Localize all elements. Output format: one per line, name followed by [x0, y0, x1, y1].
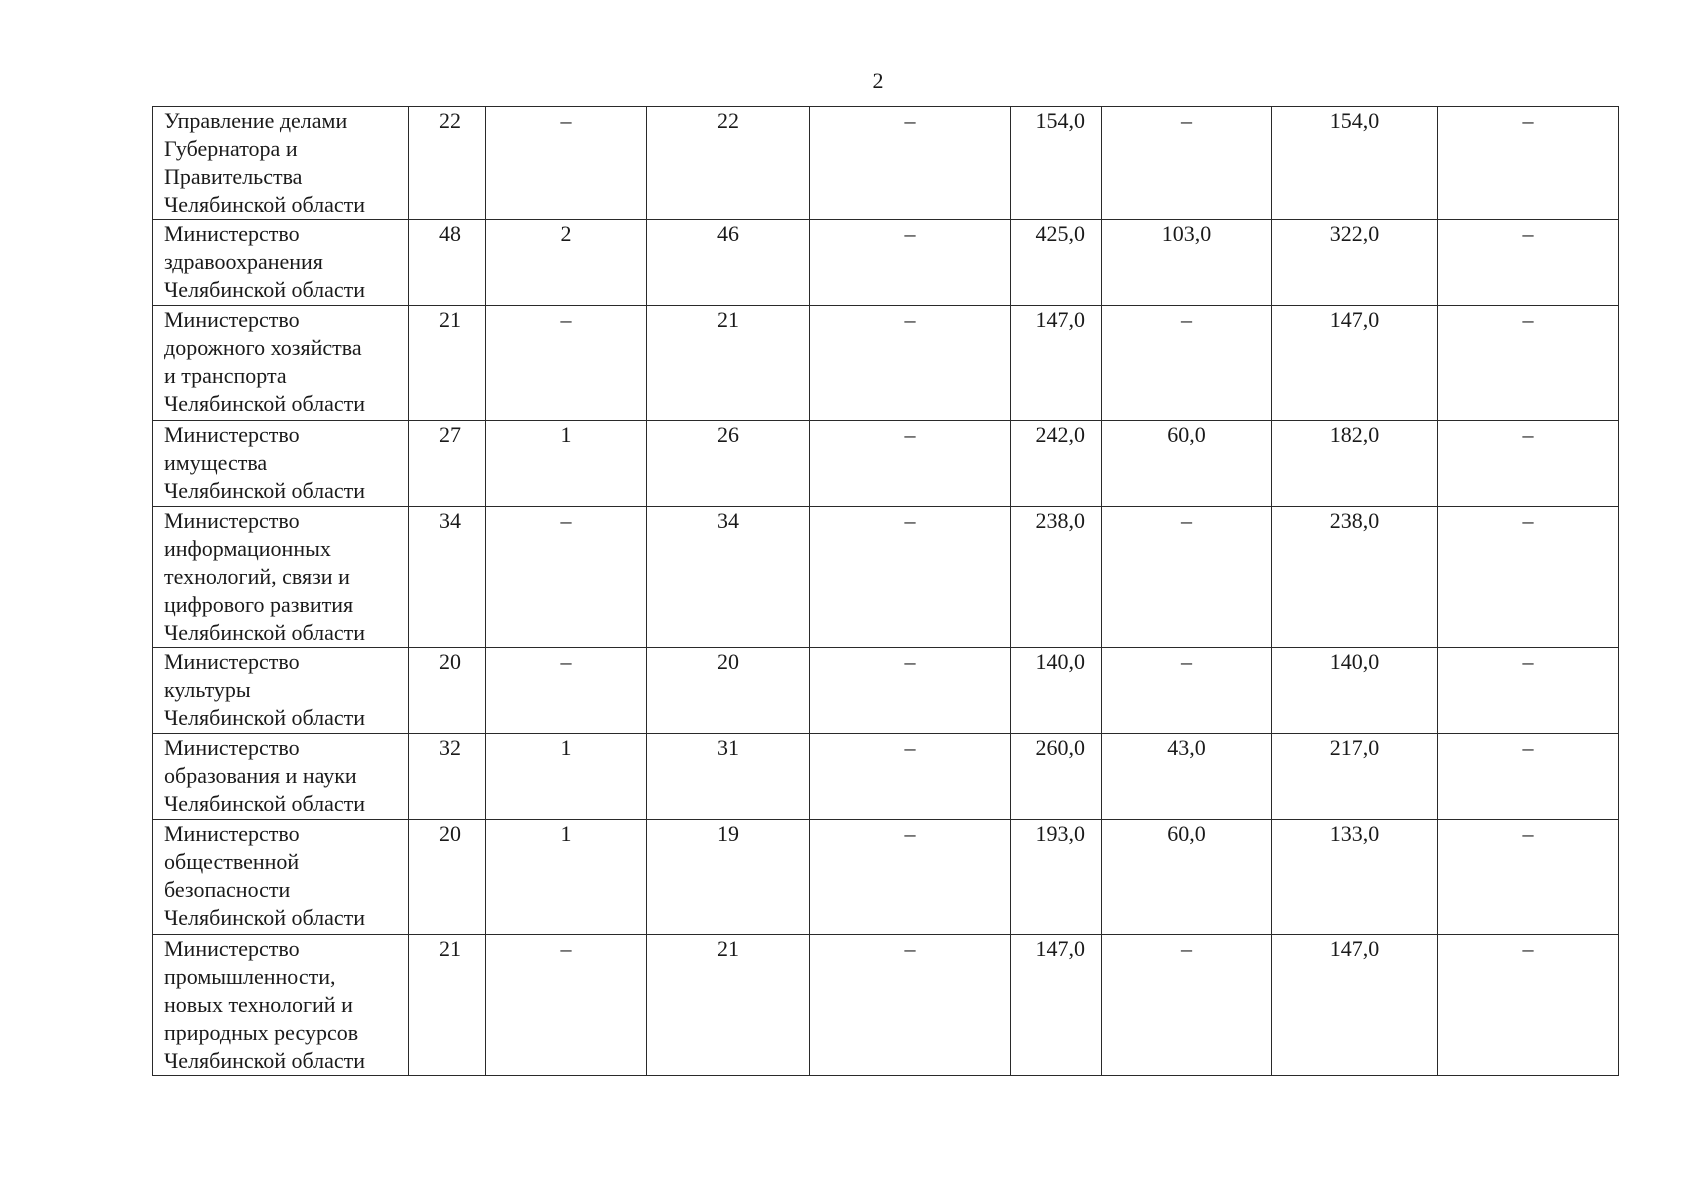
table-row [153, 421, 1619, 507]
sum-total-cell: 140,0 [1011, 648, 1102, 734]
sum-col-2-cell: 238,0 [1272, 507, 1438, 648]
count-total-cell: 21 [409, 306, 486, 421]
count-col-2-cell: 31 [647, 734, 810, 820]
count-col-1-cell: 2 [486, 220, 647, 306]
sum-col-2-cell: 182,0 [1272, 421, 1438, 507]
count-total-cell: 34 [409, 507, 486, 648]
count-total-cell: 21 [409, 935, 486, 1076]
count-col-1-cell: – [486, 507, 647, 648]
sum-col-1-cell: – [1102, 107, 1272, 220]
count-total-cell: 27 [409, 421, 486, 507]
sum-col-3-cell: – [1438, 306, 1619, 421]
sum-col-3-cell: – [1438, 107, 1619, 220]
count-total-cell: 20 [409, 820, 486, 935]
sum-col-1-cell: 60,0 [1102, 421, 1272, 507]
table-row [153, 820, 1619, 935]
sum-total-cell: 242,0 [1011, 421, 1102, 507]
sum-col-2-cell: 133,0 [1272, 820, 1438, 935]
count-col-1-cell: – [486, 306, 647, 421]
sum-col-3-cell: – [1438, 421, 1619, 507]
organization-name-cell: Управление делами Губернатора и Правительства Челябинской области [153, 107, 409, 220]
count-col-1-cell: 1 [486, 421, 647, 507]
sum-col-3-cell: – [1438, 220, 1619, 306]
sum-col-3-cell: – [1438, 820, 1619, 935]
sum-col-1-cell: – [1102, 648, 1272, 734]
table-row [153, 648, 1619, 734]
count-col-1-cell: – [486, 935, 647, 1076]
sum-total-cell: 260,0 [1011, 734, 1102, 820]
count-col-3-cell: – [810, 734, 1011, 820]
sum-col-3-cell: – [1438, 507, 1619, 648]
sum-total-cell: 154,0 [1011, 107, 1102, 220]
organization-name-cell: Министерство промышленности, новых технологий и природных ресурсов Челябинской области [153, 935, 409, 1076]
count-col-2-cell: 26 [647, 421, 810, 507]
table-row [153, 220, 1619, 306]
count-col-3-cell: – [810, 507, 1011, 648]
sum-total-cell: 425,0 [1011, 220, 1102, 306]
organization-name-cell: Министерство здравоохранения Челябинской области [153, 220, 409, 306]
count-total-cell: 20 [409, 648, 486, 734]
organization-name-cell: Министерство имущества Челябинской области [153, 421, 409, 507]
count-col-1-cell: 1 [486, 820, 647, 935]
sum-total-cell: 147,0 [1011, 935, 1102, 1076]
sum-total-cell: 193,0 [1011, 820, 1102, 935]
sum-col-1-cell: – [1102, 507, 1272, 648]
sum-col-2-cell: 147,0 [1272, 935, 1438, 1076]
sum-col-2-cell: 217,0 [1272, 734, 1438, 820]
sum-col-1-cell: 43,0 [1102, 734, 1272, 820]
sum-col-3-cell: – [1438, 648, 1619, 734]
count-col-2-cell: 21 [647, 306, 810, 421]
sum-col-1-cell: – [1102, 306, 1272, 421]
sum-col-1-cell: – [1102, 935, 1272, 1076]
count-col-3-cell: – [810, 935, 1011, 1076]
count-col-2-cell: 21 [647, 935, 810, 1076]
count-col-1-cell: – [486, 107, 647, 220]
sum-total-cell: 147,0 [1011, 306, 1102, 421]
sum-col-1-cell: 103,0 [1102, 220, 1272, 306]
count-col-2-cell: 22 [647, 107, 810, 220]
count-col-1-cell: 1 [486, 734, 647, 820]
organization-name-cell: Министерство культуры Челябинской области [153, 648, 409, 734]
table-row [153, 935, 1619, 1076]
sum-col-2-cell: 140,0 [1272, 648, 1438, 734]
organization-name-cell: Министерство общественной безопасности Челябинской области [153, 820, 409, 935]
table-row [153, 107, 1619, 220]
count-total-cell: 22 [409, 107, 486, 220]
sum-col-2-cell: 147,0 [1272, 306, 1438, 421]
count-col-1-cell: – [486, 648, 647, 734]
sum-col-2-cell: 322,0 [1272, 220, 1438, 306]
sum-col-3-cell: – [1438, 935, 1619, 1076]
allocation-table [152, 106, 1619, 1076]
table-row [153, 507, 1619, 648]
count-col-3-cell: – [810, 306, 1011, 421]
count-col-3-cell: – [810, 648, 1011, 734]
table-row [153, 306, 1619, 421]
count-col-3-cell: – [810, 220, 1011, 306]
table-row [153, 734, 1619, 820]
count-total-cell: 32 [409, 734, 486, 820]
count-col-2-cell: 19 [647, 820, 810, 935]
sum-col-2-cell: 154,0 [1272, 107, 1438, 220]
organization-name-cell: Министерство информационных технологий, связи и цифрового развития Челябинской области [153, 507, 409, 648]
count-col-2-cell: 46 [647, 220, 810, 306]
count-col-3-cell: – [810, 107, 1011, 220]
count-col-3-cell: – [810, 421, 1011, 507]
sum-total-cell: 238,0 [1011, 507, 1102, 648]
count-col-2-cell: 34 [647, 507, 810, 648]
page-number: 2 [872, 68, 884, 93]
count-col-2-cell: 20 [647, 648, 810, 734]
sum-col-1-cell: 60,0 [1102, 820, 1272, 935]
count-total-cell: 48 [409, 220, 486, 306]
organization-name-cell: Министерство образования и науки Челябинской области [153, 734, 409, 820]
sum-col-3-cell: – [1438, 734, 1619, 820]
table-body [153, 107, 1619, 1076]
organization-name-cell: Министерство дорожного хозяйства и транспорта Челябинской области [153, 306, 409, 421]
count-col-3-cell: – [810, 820, 1011, 935]
